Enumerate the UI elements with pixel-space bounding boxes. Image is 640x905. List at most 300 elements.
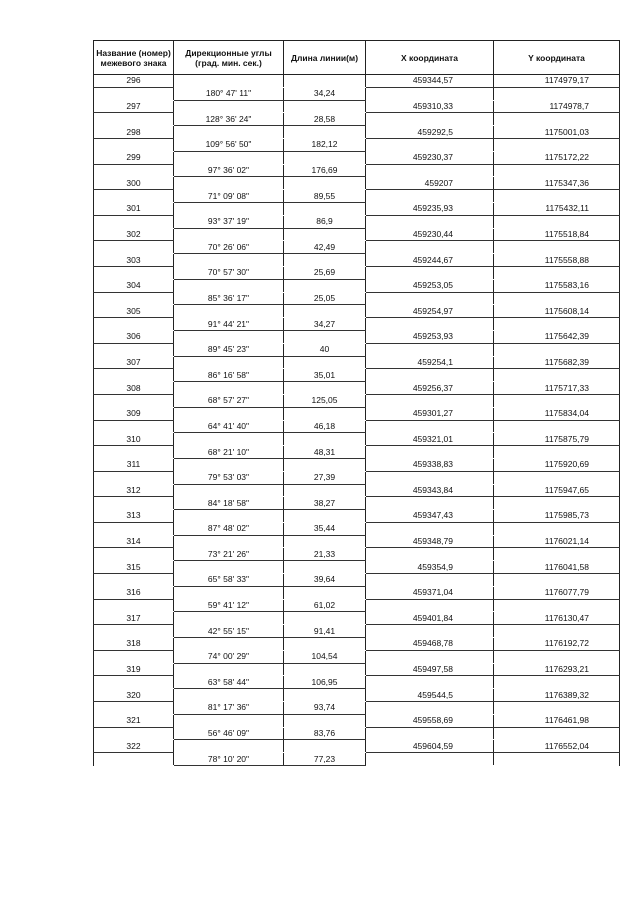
empty-cell (284, 382, 366, 395)
x-coordinate: 459207 (366, 177, 494, 190)
empty-cell (366, 215, 494, 228)
empty-cell (366, 599, 494, 612)
line-length: 35,44 (284, 522, 366, 535)
boundary-coordinates-table (93, 40, 620, 766)
direction-angle: 59° 41' 12" (174, 599, 284, 612)
empty-cell (94, 625, 174, 638)
point-row (94, 638, 620, 651)
y-coordinate: 1175172,22 (494, 151, 620, 164)
direction-angle: 87° 48' 02" (174, 522, 284, 535)
boundary-coordinates-sheet (93, 40, 619, 766)
empty-cell (366, 574, 494, 587)
point-name: 303 (94, 254, 174, 267)
point-row (94, 330, 620, 343)
header-name: Название (номер) межевого знака (94, 41, 174, 75)
y-coordinate: 1176077,79 (494, 586, 620, 599)
empty-cell (284, 151, 366, 164)
segment-row (94, 676, 620, 689)
empty-cell (94, 190, 174, 203)
direction-angle: 70° 57' 30" (174, 266, 284, 279)
x-coordinate: 459468,78 (366, 638, 494, 651)
empty-cell (494, 266, 620, 279)
empty-cell (494, 676, 620, 689)
y-coordinate: 1175985,73 (494, 510, 620, 523)
empty-cell (494, 574, 620, 587)
point-row (94, 382, 620, 395)
empty-cell (284, 177, 366, 190)
empty-cell (284, 689, 366, 702)
empty-cell (284, 612, 366, 625)
segment-row (94, 266, 620, 279)
line-length: 61,02 (284, 599, 366, 612)
x-coordinate: 459310,33 (366, 100, 494, 113)
empty-cell (494, 241, 620, 254)
y-coordinate: 1176552,04 (494, 740, 620, 753)
empty-cell (494, 87, 620, 100)
empty-cell (366, 190, 494, 203)
x-coordinate: 459347,43 (366, 510, 494, 523)
direction-angle: 97° 36' 02" (174, 164, 284, 177)
empty-cell (94, 702, 174, 715)
point-name: 322 (94, 740, 174, 753)
empty-cell (94, 548, 174, 561)
empty-cell (94, 574, 174, 587)
segment-row (94, 753, 620, 766)
point-name: 302 (94, 228, 174, 241)
point-row (94, 126, 620, 139)
line-length: 27,39 (284, 471, 366, 484)
direction-angle: 63° 58' 44" (174, 676, 284, 689)
y-coordinate: 1176021,14 (494, 535, 620, 548)
segment-row (94, 522, 620, 535)
empty-cell (366, 318, 494, 331)
empty-cell (284, 535, 366, 548)
empty-cell (366, 87, 494, 100)
point-row (94, 663, 620, 676)
line-length: 34,24 (284, 87, 366, 100)
x-coordinate: 459253,93 (366, 330, 494, 343)
x-coordinate: 459558,69 (366, 714, 494, 727)
point-row (94, 510, 620, 523)
empty-cell (366, 138, 494, 151)
line-length: 48,31 (284, 446, 366, 459)
segment-row (94, 394, 620, 407)
point-name: 318 (94, 638, 174, 651)
empty-cell (284, 126, 366, 139)
y-coordinate: 1175558,88 (494, 254, 620, 267)
point-name: 298 (94, 126, 174, 139)
line-length: 38,27 (284, 497, 366, 510)
empty-cell (284, 356, 366, 369)
empty-cell (174, 612, 284, 625)
empty-cell (284, 510, 366, 523)
empty-cell (284, 254, 366, 267)
y-coordinate: 1176293,21 (494, 663, 620, 676)
empty-cell (284, 638, 366, 651)
empty-cell (366, 548, 494, 561)
empty-cell (366, 369, 494, 382)
y-coordinate: 1175947,65 (494, 484, 620, 497)
point-row (94, 561, 620, 574)
direction-angle: 64° 41' 40" (174, 420, 284, 433)
point-row (94, 484, 620, 497)
empty-cell (94, 497, 174, 510)
y-coordinate: 1175518,84 (494, 228, 620, 241)
empty-cell (366, 676, 494, 689)
segment-row (94, 497, 620, 510)
point-name: 308 (94, 382, 174, 395)
empty-cell (494, 420, 620, 433)
header-x: X координата (366, 41, 494, 75)
empty-cell (94, 215, 174, 228)
segment-row (94, 548, 620, 561)
empty-cell (174, 689, 284, 702)
direction-angle: 78° 10' 20" (174, 753, 284, 766)
point-row (94, 458, 620, 471)
direction-angle: 91° 44' 21" (174, 318, 284, 331)
point-row (94, 586, 620, 599)
point-row (94, 740, 620, 753)
x-coordinate: 459544,5 (366, 689, 494, 702)
point-row (94, 714, 620, 727)
empty-cell (284, 305, 366, 318)
empty-cell (494, 446, 620, 459)
empty-cell (94, 113, 174, 126)
point-name: 319 (94, 663, 174, 676)
x-coordinate: 459371,04 (366, 586, 494, 599)
point-name: 316 (94, 586, 174, 599)
empty-cell (494, 343, 620, 356)
empty-cell (494, 599, 620, 612)
y-coordinate: 1176389,32 (494, 689, 620, 702)
empty-cell (284, 740, 366, 753)
empty-cell (494, 522, 620, 535)
segment-row (94, 164, 620, 177)
point-name: 296 (94, 75, 174, 88)
empty-cell (94, 522, 174, 535)
point-name: 320 (94, 689, 174, 702)
y-coordinate: 1176130,47 (494, 612, 620, 625)
direction-angle: 93° 37' 19" (174, 215, 284, 228)
segment-row (94, 727, 620, 740)
point-name: 305 (94, 305, 174, 318)
empty-cell (366, 522, 494, 535)
empty-cell (174, 100, 284, 113)
direction-angle: 81° 17' 36" (174, 702, 284, 715)
header-y: Y координата (494, 41, 620, 75)
point-row (94, 535, 620, 548)
empty-cell (284, 433, 366, 446)
segment-row (94, 292, 620, 305)
empty-cell (94, 599, 174, 612)
x-coordinate: 459344,57 (366, 75, 494, 88)
line-length: 40 (284, 343, 366, 356)
point-name: 306 (94, 330, 174, 343)
empty-cell (494, 215, 620, 228)
segment-row (94, 241, 620, 254)
empty-cell (94, 394, 174, 407)
empty-cell (494, 292, 620, 305)
line-length: 25,05 (284, 292, 366, 305)
direction-angle: 86° 16' 58" (174, 369, 284, 382)
x-coordinate: 459254,97 (366, 305, 494, 318)
line-length: 77,23 (284, 753, 366, 766)
empty-cell (284, 407, 366, 420)
empty-cell (366, 625, 494, 638)
empty-cell (366, 343, 494, 356)
empty-cell (174, 458, 284, 471)
line-length: 93,74 (284, 702, 366, 715)
empty-cell (174, 254, 284, 267)
empty-cell (174, 228, 284, 241)
point-name: 300 (94, 177, 174, 190)
direction-angle: 68° 57' 27" (174, 394, 284, 407)
empty-cell (94, 138, 174, 151)
point-row (94, 279, 620, 292)
line-length: 182,12 (284, 138, 366, 151)
point-name: 321 (94, 714, 174, 727)
x-coordinate: 459256,37 (366, 382, 494, 395)
point-name: 314 (94, 535, 174, 548)
x-coordinate: 459230,44 (366, 228, 494, 241)
empty-cell (94, 420, 174, 433)
direction-angle: 42° 55' 15" (174, 625, 284, 638)
empty-cell (284, 279, 366, 292)
y-coordinate: 1175001,03 (494, 126, 620, 139)
point-name: 310 (94, 433, 174, 446)
empty-cell (494, 753, 620, 766)
empty-cell (494, 190, 620, 203)
empty-cell (494, 138, 620, 151)
point-name: 317 (94, 612, 174, 625)
empty-cell (174, 714, 284, 727)
empty-cell (284, 714, 366, 727)
empty-cell (366, 471, 494, 484)
empty-cell (174, 75, 284, 88)
direction-angle: 74° 00' 29" (174, 650, 284, 663)
y-coordinate: 1175608,14 (494, 305, 620, 318)
empty-cell (284, 330, 366, 343)
point-row (94, 151, 620, 164)
empty-cell (284, 586, 366, 599)
point-row (94, 433, 620, 446)
empty-cell (494, 625, 620, 638)
empty-cell (494, 113, 620, 126)
empty-cell (494, 650, 620, 663)
point-row (94, 177, 620, 190)
empty-cell (174, 433, 284, 446)
empty-cell (284, 484, 366, 497)
segment-row (94, 471, 620, 484)
direction-angle: 128° 36' 24" (174, 113, 284, 126)
line-length: 35,01 (284, 369, 366, 382)
empty-cell (174, 382, 284, 395)
table-body (94, 75, 620, 766)
point-row (94, 202, 620, 215)
line-length: 83,76 (284, 727, 366, 740)
y-coordinate: 1175920,69 (494, 458, 620, 471)
y-coordinate: 1175875,79 (494, 433, 620, 446)
empty-cell (284, 75, 366, 88)
empty-cell (494, 394, 620, 407)
empty-cell (174, 561, 284, 574)
empty-cell (174, 279, 284, 292)
line-length: 104,54 (284, 650, 366, 663)
point-name: 309 (94, 407, 174, 420)
segment-row (94, 87, 620, 100)
y-coordinate: 1175642,39 (494, 330, 620, 343)
empty-cell (174, 330, 284, 343)
empty-cell (366, 113, 494, 126)
x-coordinate: 459348,79 (366, 535, 494, 548)
direction-angle: 56° 46' 09" (174, 727, 284, 740)
empty-cell (174, 202, 284, 215)
point-name: 297 (94, 100, 174, 113)
point-row (94, 407, 620, 420)
line-length: 46,18 (284, 420, 366, 433)
empty-cell (366, 702, 494, 715)
x-coordinate: 459354,9 (366, 561, 494, 574)
point-row (94, 689, 620, 702)
empty-cell (174, 535, 284, 548)
direction-angle: 180° 47' 11" (174, 87, 284, 100)
x-coordinate: 459244,67 (366, 254, 494, 267)
x-coordinate: 459604,59 (366, 740, 494, 753)
empty-cell (174, 356, 284, 369)
x-coordinate: 459401,84 (366, 612, 494, 625)
point-name: 301 (94, 202, 174, 215)
segment-row (94, 625, 620, 638)
segment-row (94, 318, 620, 331)
empty-cell (94, 164, 174, 177)
empty-cell (174, 177, 284, 190)
x-coordinate: 459321,01 (366, 433, 494, 446)
empty-cell (366, 753, 494, 766)
empty-cell (284, 458, 366, 471)
segment-row (94, 420, 620, 433)
empty-cell (494, 702, 620, 715)
x-coordinate: 459338,83 (366, 458, 494, 471)
line-length: 34,27 (284, 318, 366, 331)
direction-angle: 73° 21' 26" (174, 548, 284, 561)
empty-cell (494, 727, 620, 740)
empty-cell (284, 561, 366, 574)
point-row (94, 100, 620, 113)
point-name: 313 (94, 510, 174, 523)
empty-cell (366, 727, 494, 740)
empty-cell (94, 369, 174, 382)
segment-row (94, 190, 620, 203)
empty-cell (174, 638, 284, 651)
line-length: 89,55 (284, 190, 366, 203)
direction-angle: 85° 36' 17" (174, 292, 284, 305)
segment-row (94, 138, 620, 151)
x-coordinate: 459301,27 (366, 407, 494, 420)
empty-cell (94, 753, 174, 766)
point-row (94, 612, 620, 625)
empty-cell (94, 343, 174, 356)
empty-cell (366, 394, 494, 407)
x-coordinate: 459343,84 (366, 484, 494, 497)
empty-cell (94, 727, 174, 740)
empty-cell (494, 548, 620, 561)
empty-cell (94, 650, 174, 663)
empty-cell (174, 484, 284, 497)
segment-row (94, 343, 620, 356)
direction-angle: 68° 21' 10" (174, 446, 284, 459)
empty-cell (174, 740, 284, 753)
segment-row (94, 650, 620, 663)
point-row (94, 75, 620, 88)
x-coordinate: 459497,58 (366, 663, 494, 676)
direction-angle: 84° 18' 58" (174, 497, 284, 510)
x-coordinate: 459254,1 (366, 356, 494, 369)
header-length: Длина линии(м) (284, 41, 366, 75)
point-row (94, 228, 620, 241)
y-coordinate: 1175432,11 (494, 202, 620, 215)
empty-cell (174, 663, 284, 676)
empty-cell (366, 241, 494, 254)
direction-angle: 109° 56' 50" (174, 138, 284, 151)
segment-row (94, 215, 620, 228)
empty-cell (174, 510, 284, 523)
line-length: 176,69 (284, 164, 366, 177)
line-length: 42,49 (284, 241, 366, 254)
empty-cell (94, 676, 174, 689)
y-coordinate: 1175682,39 (494, 356, 620, 369)
point-name: 315 (94, 561, 174, 574)
point-name: 311 (94, 458, 174, 471)
segment-row (94, 574, 620, 587)
empty-cell (366, 266, 494, 279)
x-coordinate: 459235,93 (366, 202, 494, 215)
segment-row (94, 369, 620, 382)
point-row (94, 356, 620, 369)
empty-cell (94, 87, 174, 100)
empty-cell (494, 318, 620, 331)
direction-angle: 70° 26' 06" (174, 241, 284, 254)
point-name: 307 (94, 356, 174, 369)
y-coordinate: 1175583,16 (494, 279, 620, 292)
x-coordinate: 459292,5 (366, 126, 494, 139)
empty-cell (94, 266, 174, 279)
y-coordinate: 1175347,36 (494, 177, 620, 190)
table-header (94, 41, 620, 75)
empty-cell (94, 292, 174, 305)
x-coordinate: 459253,05 (366, 279, 494, 292)
y-coordinate: 1175834,04 (494, 407, 620, 420)
line-length: 25,69 (284, 266, 366, 279)
empty-cell (366, 420, 494, 433)
point-name: 299 (94, 151, 174, 164)
line-length: 39,64 (284, 574, 366, 587)
empty-cell (284, 100, 366, 113)
direction-angle: 71° 09' 08" (174, 190, 284, 203)
empty-cell (94, 446, 174, 459)
segment-row (94, 599, 620, 612)
empty-cell (366, 164, 494, 177)
line-length: 21,33 (284, 548, 366, 561)
segment-row (94, 446, 620, 459)
empty-cell (94, 318, 174, 331)
header-direction: Дирекционные углы (град. мин. сек.) (174, 41, 284, 75)
segment-row (94, 702, 620, 715)
line-length: 106,95 (284, 676, 366, 689)
empty-cell (284, 663, 366, 676)
line-length: 86,9 (284, 215, 366, 228)
segment-row (94, 113, 620, 126)
empty-cell (366, 497, 494, 510)
